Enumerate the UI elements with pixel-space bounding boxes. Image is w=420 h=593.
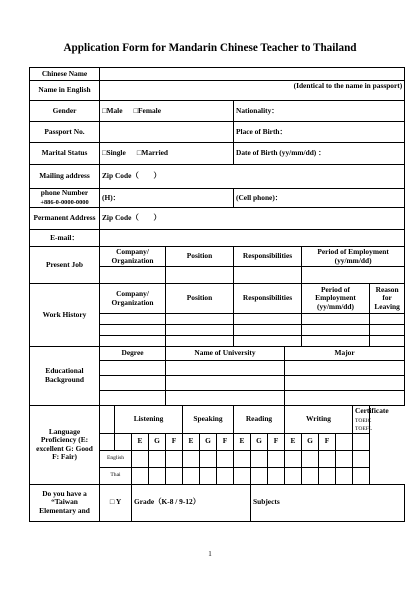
proficiency-cell[interactable] <box>200 450 217 467</box>
language-blank-cell <box>115 433 132 450</box>
present-job-position-header: Position <box>166 247 234 267</box>
phone-number-text: phone Number <box>40 188 89 198</box>
nationality-field[interactable] <box>234 101 405 122</box>
writing-g: G <box>302 433 319 450</box>
education-cell[interactable] <box>285 391 405 406</box>
proficiency-cell[interactable] <box>319 450 336 467</box>
education-cell[interactable] <box>100 376 166 391</box>
education-label: Educational Background <box>30 347 100 406</box>
work-history-cell[interactable] <box>370 336 405 347</box>
toeic-text: TOEIC <box>355 417 372 424</box>
education-cell[interactable] <box>100 361 166 376</box>
present-job-company-cell[interactable] <box>100 267 166 284</box>
application-form-table <box>29 67 405 522</box>
proficiency-cell[interactable] <box>132 467 149 484</box>
work-history-cell[interactable] <box>302 325 370 336</box>
email-field[interactable] <box>100 230 405 247</box>
present-job-responsibilities-header: Responsibilities <box>234 247 302 267</box>
proficiency-cell[interactable] <box>183 467 200 484</box>
marital-status-label: Marital Status <box>30 143 100 165</box>
proficiency-cell[interactable] <box>217 467 234 484</box>
zip-code-2-label: Zip Code（ ） <box>102 213 161 223</box>
mailing-address-field[interactable] <box>100 165 405 189</box>
major-header: Major <box>285 347 405 361</box>
writing-e: E <box>285 433 302 450</box>
certificate-cell[interactable] <box>353 433 370 450</box>
single-checkbox[interactable]: □Single <box>102 148 126 158</box>
work-history-cell[interactable] <box>370 314 405 325</box>
place-of-birth-label: Place of Birth： <box>236 126 287 136</box>
permanent-address-field[interactable] <box>100 208 405 230</box>
present-job-company-header: Company/ Organization <box>100 247 166 267</box>
listening-g: G <box>149 433 166 450</box>
proficiency-cell[interactable] <box>166 450 183 467</box>
listening-e: E <box>132 433 149 450</box>
language-english-label: English <box>100 450 132 467</box>
taiwan-yes-checkbox[interactable]: □ Y <box>100 484 132 521</box>
proficiency-cell[interactable] <box>268 450 285 467</box>
certificate-cell[interactable] <box>353 467 370 484</box>
proficiency-cell[interactable] <box>149 450 166 467</box>
proficiency-cell[interactable] <box>217 450 234 467</box>
passport-no-label: Passport No. <box>30 122 100 143</box>
cell-phone-field[interactable] <box>234 189 405 208</box>
proficiency-cell[interactable] <box>234 467 251 484</box>
taiwan-grade-field[interactable]: Grade（K-8 / 9-12） <box>132 484 251 521</box>
university-header: Name of University <box>166 347 285 361</box>
proficiency-cell[interactable] <box>336 450 353 467</box>
reading-e: E <box>234 433 251 450</box>
work-history-cell[interactable] <box>234 325 302 336</box>
work-history-responsibilities-header: Responsibilities <box>234 284 302 314</box>
proficiency-cell[interactable] <box>200 467 217 484</box>
name-in-english-label: Name in English <box>30 81 100 101</box>
speaking-f: F <box>217 433 234 450</box>
male-checkbox[interactable]: □Male <box>102 105 123 115</box>
page-title: Application Form for Mandarin Chinese Teacher to Thailand <box>63 42 357 54</box>
writing-header: Writing <box>285 406 353 434</box>
education-cell[interactable] <box>100 391 166 406</box>
place-of-birth-field[interactable] <box>234 122 405 143</box>
language-proficiency-label: Language Proficiency (E: excellent G: Good F: Fair) <box>30 406 100 485</box>
proficiency-cell[interactable] <box>251 450 268 467</box>
taiwan-question-label: Do you have a “Taiwan Elementary and <box>30 484 100 521</box>
phone-number-label <box>30 189 100 208</box>
taiwan-subjects-field[interactable]: Subjects <box>251 484 405 521</box>
present-job-period-cell[interactable] <box>302 267 405 284</box>
reading-g: G <box>251 433 268 450</box>
work-history-cell[interactable] <box>100 325 166 336</box>
work-history-cell[interactable] <box>100 336 166 347</box>
proficiency-cell[interactable] <box>166 467 183 484</box>
proficiency-cell[interactable] <box>302 450 319 467</box>
gender-label: Gender <box>30 101 100 122</box>
work-history-company-header: Company/ Organization <box>100 284 166 314</box>
writing-f: F <box>319 433 336 450</box>
language-thai-label: Thai <box>100 467 132 484</box>
nationality-label: Nationality： <box>236 105 279 115</box>
home-phone-field[interactable] <box>100 189 234 208</box>
page-number: 1 <box>208 550 212 558</box>
gender-options <box>100 101 234 122</box>
proficiency-cell[interactable] <box>336 467 353 484</box>
work-history-cell[interactable] <box>234 336 302 347</box>
zip-code-label: Zip Code（ ） <box>102 171 161 181</box>
speaking-header: Speaking <box>183 406 234 434</box>
present-job-position-cell[interactable] <box>166 267 234 284</box>
listening-f: F <box>166 433 183 450</box>
marital-status-options <box>100 143 234 165</box>
identical-note: (Identical to the name in passport) <box>293 81 403 90</box>
reading-header: Reading <box>234 406 285 434</box>
education-cell[interactable] <box>166 391 285 406</box>
certificate-header <box>353 406 389 434</box>
work-history-cell[interactable] <box>166 336 234 347</box>
toefl-text: TOEFL <box>355 426 373 433</box>
education-cell[interactable] <box>166 376 285 391</box>
proficiency-cell[interactable] <box>183 450 200 467</box>
present-job-label: Present Job <box>30 247 100 284</box>
phone-format-text: +886-0-0000-0000 <box>40 199 89 206</box>
work-history-position-header: Position <box>166 284 234 314</box>
permanent-address-label: Permanent Address <box>30 208 100 230</box>
home-phone-label: (H)： <box>102 192 121 202</box>
certificate-text: Certificate <box>355 406 389 415</box>
work-history-cell[interactable] <box>370 325 405 336</box>
present-job-responsibilities-cell[interactable] <box>234 267 302 284</box>
cell-phone-label: (Cell phone)： <box>236 192 283 202</box>
chinese-name-label: Chinese Name <box>30 68 100 81</box>
work-history-cell[interactable] <box>302 336 370 347</box>
work-history-cell[interactable] <box>166 325 234 336</box>
work-history-period-header: Period of Employment (yy/mm/dd) <box>302 284 370 314</box>
email-label: E-mail： <box>30 230 100 247</box>
passport-no-field[interactable] <box>100 122 234 143</box>
speaking-g: G <box>200 433 217 450</box>
mailing-address-label: Mailing address <box>30 165 100 189</box>
degree-header: Degree <box>100 347 166 361</box>
proficiency-cell[interactable] <box>285 450 302 467</box>
language-blank-cell <box>336 433 353 450</box>
married-checkbox[interactable]: □Married <box>136 148 169 158</box>
proficiency-cell[interactable] <box>302 467 319 484</box>
female-checkbox[interactable]: □Female <box>133 105 162 115</box>
work-history-cell[interactable] <box>302 314 370 325</box>
work-history-cell[interactable] <box>234 314 302 325</box>
date-of-birth-label: Date of Birth (yy/mm/dd) ： <box>236 148 326 158</box>
education-cell[interactable] <box>285 361 405 376</box>
reading-f: F <box>268 433 285 450</box>
proficiency-cell[interactable] <box>132 450 149 467</box>
speaking-e: E <box>183 433 200 450</box>
work-history-cell[interactable] <box>100 314 166 325</box>
proficiency-cell[interactable] <box>319 467 336 484</box>
proficiency-cell[interactable] <box>268 467 285 484</box>
certificate-cell[interactable] <box>353 450 370 467</box>
work-history-label: Work History <box>30 284 100 347</box>
work-history-cell[interactable] <box>166 314 234 325</box>
chinese-name-field[interactable] <box>100 68 405 81</box>
education-cell[interactable] <box>166 361 285 376</box>
proficiency-cell[interactable] <box>234 450 251 467</box>
language-blank-cell <box>100 433 115 450</box>
work-history-reason-header: Reason for Leaving <box>370 284 405 314</box>
listening-header: Listening <box>115 406 183 434</box>
proficiency-cell[interactable] <box>251 467 268 484</box>
proficiency-cell[interactable] <box>149 467 166 484</box>
present-job-period-header: Period of Employment (yy/mm/dd) <box>302 247 405 267</box>
education-cell[interactable] <box>285 376 405 391</box>
proficiency-cell[interactable] <box>285 467 302 484</box>
date-of-birth-field[interactable] <box>234 143 405 165</box>
name-in-english-field[interactable] <box>100 81 405 101</box>
language-blank-header <box>100 406 115 434</box>
